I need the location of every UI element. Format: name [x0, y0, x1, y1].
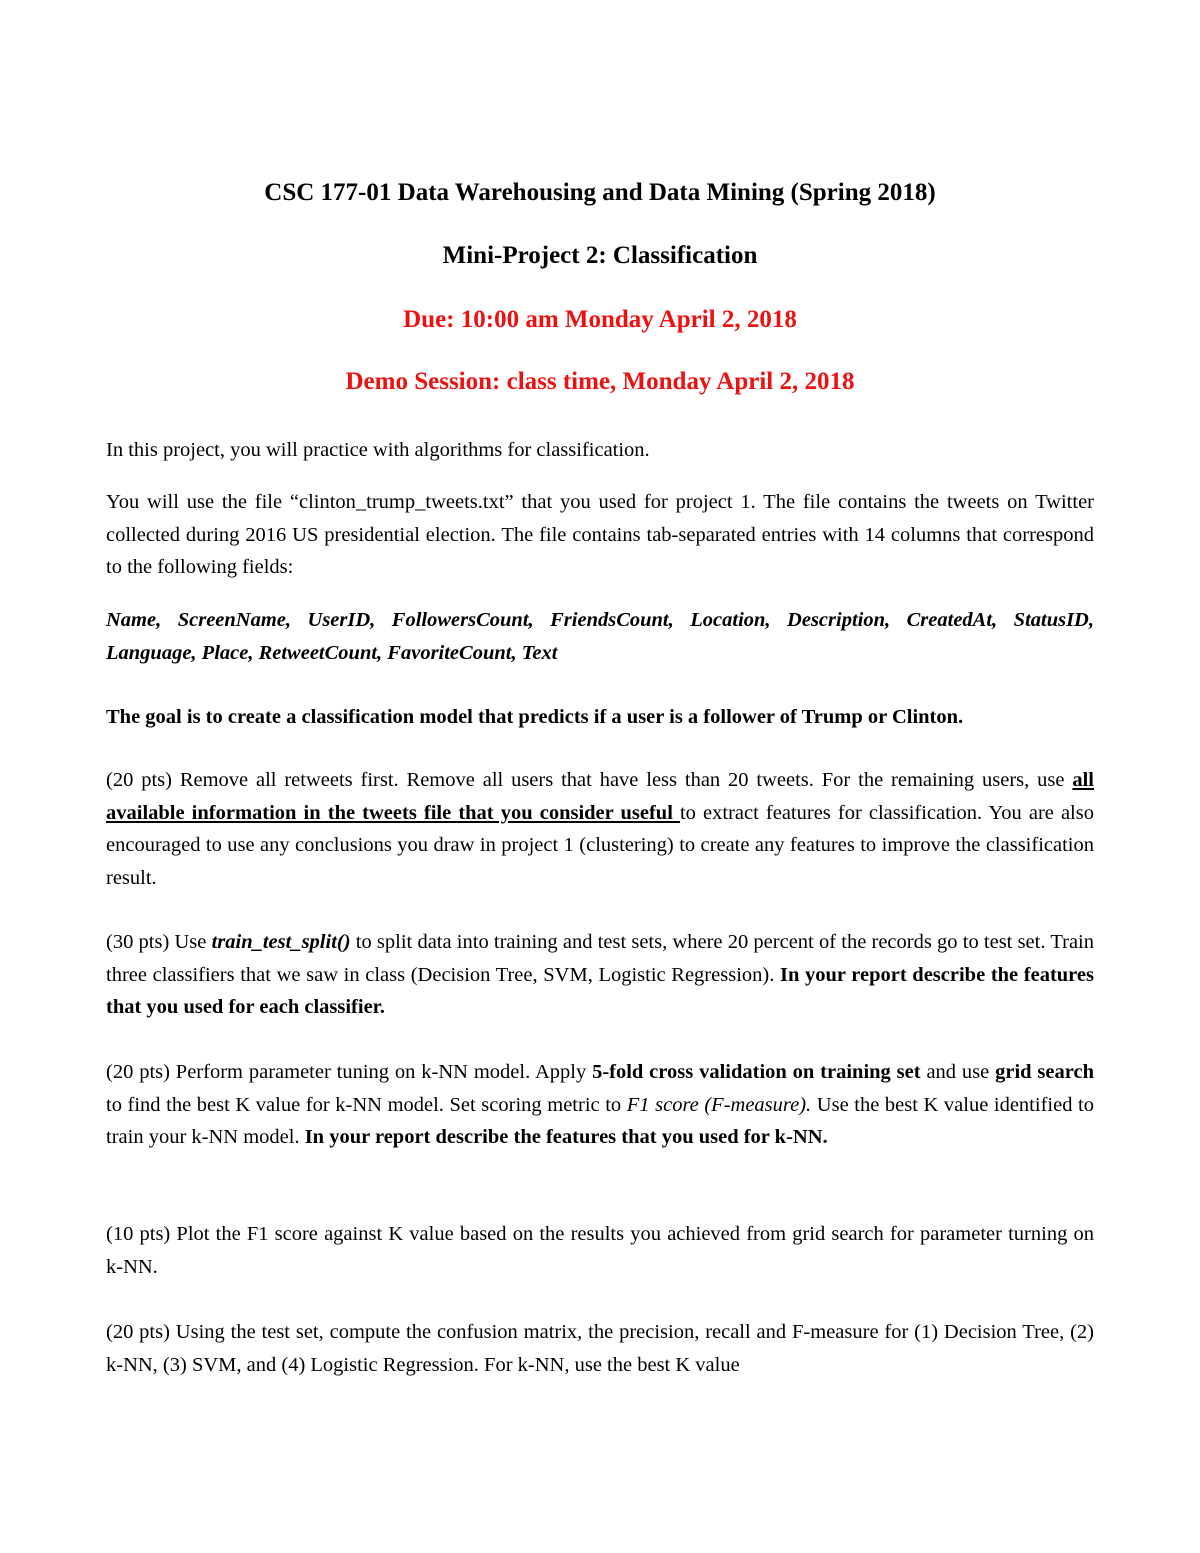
task-2-bold-text: In your report describe the features that you used for each classifier. [106, 963, 1094, 1018]
task-1-text: (20 pts) Remove all retweets first. Remove all users that have less than 20 tweets. For the remaining users, use [106, 769, 1073, 791]
due-date: Due: 10:00 am Monday April 2, 2018 [403, 306, 797, 333]
file-description-paragraph: You will use the file “clinton_trump_tweets.txt” that you used for project 1. The file contains the tweets on Twitter collected during 2016 US presidential election. The file contains tab-separated entries with 14 columns that correspond to the following fields: [106, 491, 1094, 578]
fields-list: Name, ScreenName, UserID, FollowersCount, FriendsCount, Location, Description, CreatedAt, StatusID, Language, Place, RetweetCount, FavoriteCount, Text [106, 609, 1094, 664]
task-4-paragraph: (10 pts) Plot the F1 score against K value based on the results you achieved from grid search for parameter turning on k-NN. [106, 1223, 1094, 1278]
task-2-function-name: train_test_split() [211, 931, 351, 953]
task-2-text-mid: to split data into training and test sets, where 20 percent of the records go to test set. Train three classifiers that we saw in class (Decision Tree, SVM, Logistic Regression). [106, 931, 1094, 986]
task-3-text: (20 pts) Perform parameter tuning on k-NN model. Apply [106, 1061, 593, 1083]
task-3-paragraph [106, 1056, 1094, 1154]
task-1-text-end: to extract features for classification. You are also encouraged to use any conclusions you draw in project 1 (clustering) to create any features to improve the classification result. [106, 801, 1094, 889]
project-title: Mini-Project 2: Classification [442, 242, 758, 269]
task-5-paragraph: (20 pts) Using the test set, compute the confusion matrix, the precision, recall and F-measure for (1) Decision Tree, (2) k-NN, (3) SVM, and (4) Logistic Regression. For k-NN, use the best K value [106, 1321, 1094, 1376]
task-2-paragraph [106, 926, 1094, 1024]
task-2-text: (30 pts) Use [106, 931, 212, 953]
task-3-bold-cv: 5-fold cross validation on training set [592, 1061, 921, 1083]
task-3-bold-grid: grid search [995, 1061, 1094, 1083]
course-title: CSC 177-01 Data Warehousing and Data Mining (Spring 2018) [264, 179, 936, 206]
task-3-text-mid1: and use [920, 1061, 996, 1083]
goal-statement: The goal is to create a classification model that predicts if a user is a follower of Trump or Clinton. [106, 706, 964, 728]
task-3-text-mid3: Use the best K value identified to train your k-NN model. [106, 1093, 1094, 1148]
task-1-paragraph [106, 764, 1094, 894]
task-3-bold-features: In your report describe the features that you used for k-NN. [304, 1126, 828, 1148]
task-1-underlined-text: all available information in the tweets file that you consider useful [106, 769, 1094, 824]
task-3-text-mid2: to find the best K value for k-NN model. Set scoring metric to [106, 1093, 627, 1116]
task-3-italic-metric: F1 score (F-measure). [626, 1093, 812, 1116]
demo-session: Demo Session: class time, Monday April 2, 2018 [345, 368, 855, 395]
intro-paragraph: In this project, you will practice with algorithms for classification. [106, 439, 650, 461]
